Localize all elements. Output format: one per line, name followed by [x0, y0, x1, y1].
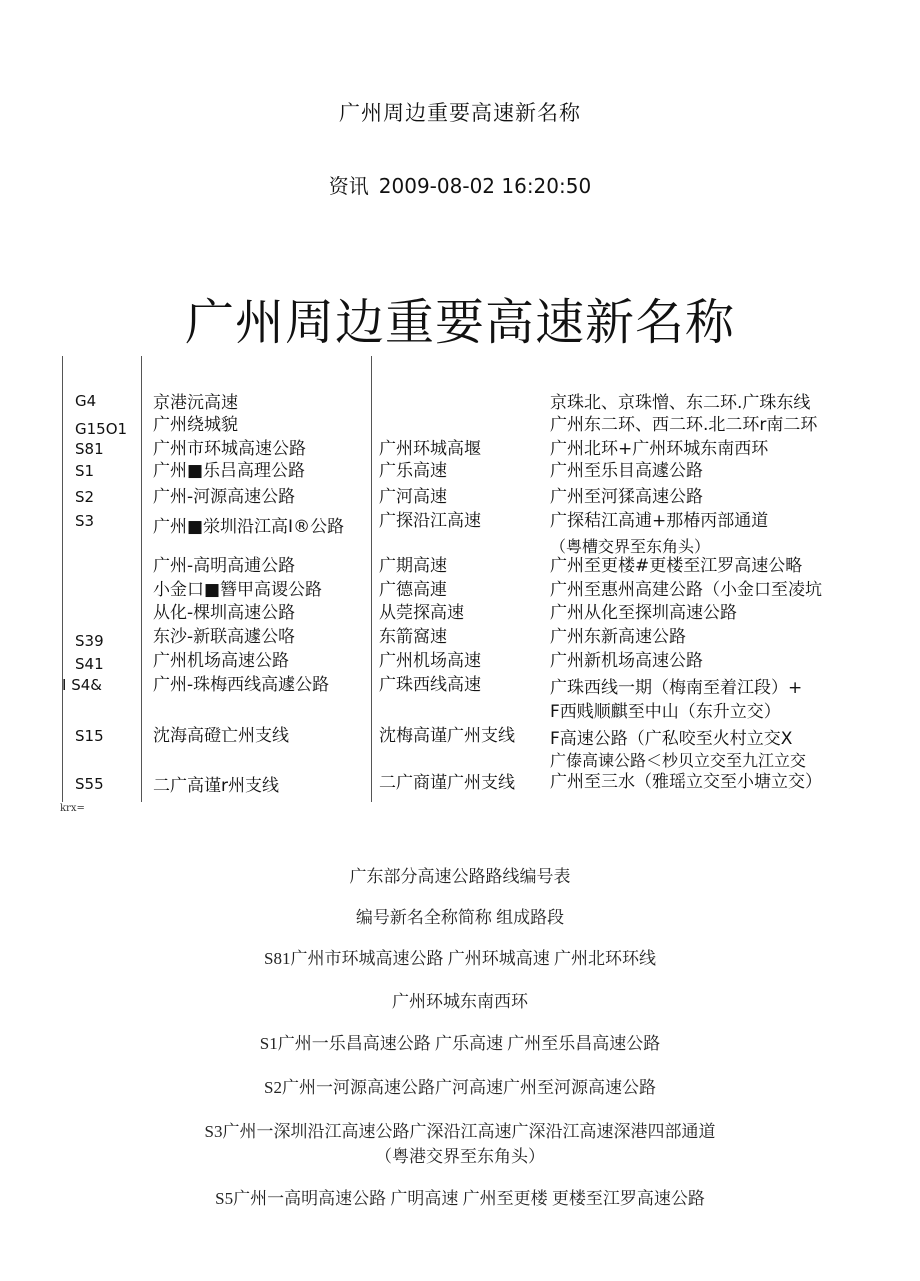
- table-cell-code: G4: [75, 392, 97, 410]
- article-meta: [0, 170, 920, 199]
- table-cell-code: S2: [75, 488, 95, 506]
- table-cell-route: 京珠北、京珠憎、东二环.广珠东线: [550, 393, 811, 413]
- table-cell-short-name: 广珠西线高速: [379, 675, 481, 695]
- section-line: S3广州一深圳沿江高速公路广深沿江高速广深沿江高速深港四部通道: [204, 1122, 716, 1141]
- table-cell-route: 广州东二环、西二环.北二环r南二环: [550, 415, 818, 435]
- table-cell-code: S55: [75, 775, 104, 793]
- table-cell-code: S3: [75, 512, 95, 530]
- table-divider: [62, 356, 63, 802]
- section-line: S2广州一河源高速公路广河高速广州至河源高速公路: [264, 1078, 656, 1097]
- table-cell-full-name: 广州机场高速公路: [153, 651, 289, 671]
- table-cell-full-name: 从化-棵圳高速公路: [153, 603, 296, 623]
- page-title: 广州周边重要高速新名称: [339, 101, 581, 125]
- table-cell-full-name: 小金口■簪甲高谡公路: [153, 580, 323, 600]
- table-cell-full-name: 广州■泶圳沿江高I®公路: [153, 517, 345, 537]
- section-header-line: 编号新名全称简称 组成路段: [355, 908, 565, 927]
- table-cell-short-name: 沈梅高谨广州支线: [379, 726, 515, 746]
- table-cell-route: 广傣高谏公路＜杪贝立交至九江立交: [550, 751, 807, 770]
- table-cell-full-name: 广州-高明高逋公路: [153, 556, 296, 576]
- table-cell-full-name: 二广高谨r州支线: [153, 776, 279, 796]
- table-cell-short-name: 广德高連: [379, 580, 447, 600]
- table-cell-short-name: 广乐高速: [379, 461, 447, 481]
- publish-datetime: 2009-08-02 16:20:50: [378, 174, 592, 198]
- table-cell-route: 广州新机场高速公路: [550, 651, 703, 671]
- table-cell-route: 广珠西线一期（梅南至着江段）+: [550, 678, 803, 698]
- table-cell-full-name: 广州■乐吕高理公路: [153, 461, 306, 481]
- table-cell-short-name: 广期高速: [379, 556, 447, 576]
- table-footnote: krx=: [60, 803, 85, 814]
- table-cell-route: 广州东新高速公路: [550, 627, 686, 647]
- table-cell-short-name: 广河高速: [379, 487, 447, 507]
- table-cell-code: S39: [75, 632, 104, 650]
- section-line: S5广州一高明高速公路 广明高速 广州至更楼 更楼至江罗高速公路: [215, 1189, 705, 1208]
- table-cell-route: （粤槽交界至东角头）: [550, 537, 711, 556]
- table-cell-route: 广州至惠州高建公路（小金口至凌坑: [550, 580, 822, 600]
- table-cell-full-name: 广州-珠梅西线高遽公路: [153, 675, 330, 695]
- table-cell-short-name: 东箭窩速: [379, 627, 447, 647]
- table-cell-code: G15O1: [75, 420, 128, 438]
- table-cell-code: S1: [75, 462, 95, 480]
- table-cell-short-name: 广州环城高堰: [379, 439, 481, 459]
- table-divider: [371, 356, 372, 802]
- table-cell-route: 广州至更楼#更楼至江罗高速公略: [550, 556, 803, 576]
- section-line: （粤港交界至东角头）: [375, 1147, 545, 1166]
- table-cell-short-name: 广探沿江高速: [379, 511, 481, 531]
- table-cell-full-name: 广州-河源高速公路: [153, 487, 296, 507]
- table-cell-short-name: 广州机场高速: [379, 651, 481, 671]
- table-cell-short-name: 从莞探高速: [379, 603, 464, 623]
- table-cell-full-name: 东沙-新联高遽公咯: [153, 627, 296, 647]
- table-cell-route: 广州北环+广州环城东南西环: [550, 439, 769, 459]
- table-cell-code: S81: [75, 440, 104, 458]
- section-title: 广东部分高速公路路线编号表: [349, 867, 571, 886]
- table-cell-code: S41: [75, 655, 104, 673]
- table-cell-route: 广州至乐目高遽公路: [550, 461, 703, 481]
- table-cell-code: S15: [75, 727, 104, 745]
- table-cell-short-name: 二广商谨广州支线: [379, 773, 515, 793]
- section-line: S81广州市环城高速公路 广州环城高速 广州北环环线: [264, 949, 656, 968]
- table-cell-route: 广探秸江高逋+那椿丙部通道: [550, 511, 769, 531]
- source-label: 资讯: [328, 174, 369, 198]
- table-cell-route: 广州从化至探圳高速公路: [550, 603, 737, 623]
- table-cell-full-name: 京港沅高速: [153, 393, 238, 413]
- section-line: 广州环城东南西环: [392, 992, 528, 1011]
- table-cell-route: 广州至三水（雅瑶立交至小塘立交）: [550, 772, 822, 792]
- table-cell-full-name: 广州绕城貌: [153, 415, 238, 435]
- table-cell-full-name: 广州市环城高速公路: [153, 439, 306, 459]
- main-heading: 广州周边重要高速新名称: [184, 294, 735, 351]
- table-cell-full-name: 沈海高磴亡州支线: [153, 726, 289, 746]
- table-cell-route: 广州至河猱高速公路: [550, 487, 703, 507]
- table-cell-route: F西贱顺麒至中山（东升立交）: [550, 702, 781, 722]
- table-divider: [141, 356, 142, 802]
- table-cell-code: I S4&: [62, 676, 102, 694]
- table-cell-route: F高速公路（广私咬至火村立交X: [550, 729, 793, 749]
- section-line: S1广州一乐昌高速公路 广乐高速 广州至乐昌高速公路: [259, 1034, 661, 1053]
